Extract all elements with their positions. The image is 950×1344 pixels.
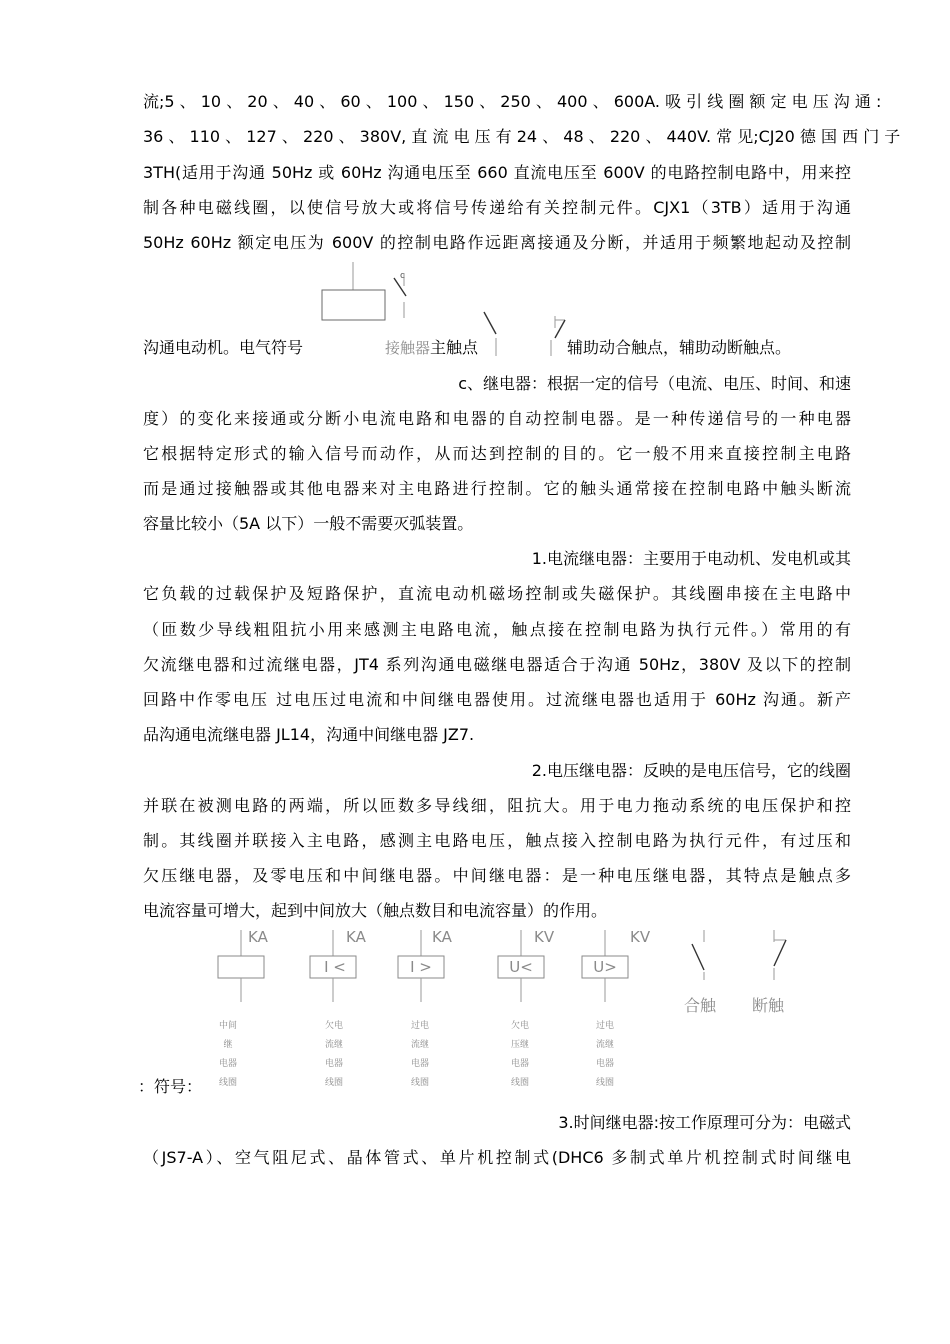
aux-make-contact-symbol <box>478 312 508 360</box>
caption: 压继 <box>510 1040 529 1050</box>
text-line: 沟通电动机。电气符号 <box>143 338 304 357</box>
caption: 电器 <box>595 1059 614 1069</box>
text-line: 1.电流继电器：主要用于电动机、发电机或其 <box>531 549 851 568</box>
text-line: 电流容量可增大，起到中间放大（触点数目和电流容量）的作用。 <box>143 901 608 920</box>
caption: 线圈 <box>595 1078 614 1088</box>
symbols-prefix: ：符号： <box>138 1077 203 1096</box>
text-line: 3.时间继电器:按工作原理可分为：电磁式 <box>558 1113 851 1132</box>
main-contact-label: 主触点 <box>430 338 479 357</box>
caption: 电器 <box>410 1059 429 1069</box>
make-contact-symbol <box>688 928 718 988</box>
caption: 欠电 <box>510 1021 529 1031</box>
contactor-label: 接触器 <box>385 339 431 357</box>
text-line: 3TH(适用于沟通 50Hz 或 60Hz 沟通电压至 660 直流电压至 600V 的电路控制电路中，用来控 <box>143 163 851 182</box>
text-line: （JS7-A）、空气阻尼式、晶体管式、单片机控制式(DHC6 多制式单片机控制式时间继电 <box>143 1148 851 1167</box>
text-line: 并联在被测电路的两端，所以匝数多导线细，阻抗大。用于电力拖动系统的电压保护和控 <box>143 796 851 815</box>
caption: 电器 <box>218 1059 237 1069</box>
relay-tag: KA <box>432 928 452 946</box>
text-line: 36 、 110 、 127 、 220 、 380V, 直 流 电 压 有 24 、 48 、 220 、 440V. 常 见;CJ20 德 国 西 门 子 <box>143 127 901 146</box>
caption: 电器 <box>510 1059 529 1069</box>
caption: 电器 <box>324 1059 343 1069</box>
caption: 线圈 <box>218 1078 237 1088</box>
caption: 线圈 <box>410 1078 429 1088</box>
svg-text:c: c <box>400 271 405 281</box>
text-line: 回路中作零电压 过电压过电流和中间继电器使用。过流继电器也适用于 60Hz 沟通。新产 <box>143 690 851 709</box>
relay-box-text: I > <box>410 958 432 976</box>
text-line: 流;5 、 10 、 20 、 40 、 60 、 100 、 150 、 250 、 400 、 600A. 吸 引 线 圈 额 定 电 压 沟 通 : <box>143 92 882 111</box>
aux-contacts-text: 辅助动合触点，辅助动断触点。 <box>567 338 792 357</box>
caption: 流继 <box>595 1040 614 1050</box>
caption: 过电 <box>410 1021 429 1031</box>
caption: 线圈 <box>324 1078 343 1088</box>
relay-box-text: I < <box>324 958 346 976</box>
caption: 流继 <box>324 1040 343 1050</box>
caption: 线圈 <box>510 1078 529 1088</box>
text-line: 制各种电磁线圈，以使信号放大或将信号传递给有关控制元件。CJX1（3TB）适用于沟通 <box>143 198 851 217</box>
caption: 欠电 <box>324 1021 343 1031</box>
text-line: 50Hz 60Hz 额定电压为 600V 的控制电路作远距离接通及分断，并适用于频繁地起动及控制 <box>143 233 851 252</box>
break-contact-symbol <box>764 928 794 988</box>
caption: 继 <box>223 1040 233 1050</box>
relay-tag: KA <box>346 928 366 946</box>
contactor-coil-symbol <box>320 262 410 322</box>
caption: 中间 <box>218 1021 237 1031</box>
text-line: c、继电器：根据一定的信号（电流、电压、时间、和速 <box>458 374 851 393</box>
caption: 过电 <box>595 1021 614 1031</box>
text-line: 度）的变化来接通或分断小电流电路和电器的自动控制电器。是一种传递信号的一种电器 <box>143 409 851 428</box>
text-line: 欠压继电器，及零电压和中间继电器。中间继电器：是一种电压继电器，其特点是触点多 <box>143 866 851 885</box>
relay-tag: KA <box>248 928 268 946</box>
text-line: 欠流继电器和过流继电器，JT4 系列沟通电磁继电器适合于沟通 50Hz，380V 及以下的控制 <box>143 655 851 674</box>
text-line: 制。其线圈并联接入主电路，感测主电路电压，触点接入控制电路为执行元件，有过压和 <box>143 831 851 850</box>
relay-box-text: U< <box>509 958 533 976</box>
text-line: 它根据特定形式的输入信号而动作，从而达到控制的目的。它一般不用来直接控制主电路 <box>143 444 851 463</box>
text-line: 容量比较小（5A 以下）一般不需要灭弧装置。 <box>143 514 474 533</box>
text-line: 它负载的过载保护及短路保护，直流电动机磁场控制或失磁保护。其线圈串接在主电路中 <box>143 584 851 603</box>
text-line: 品沟通电流继电器 JL14，沟通中间继电器 JZ7. <box>143 725 475 744</box>
text-line: 2.电压继电器：反映的是电压信号，它的线圈 <box>531 761 851 780</box>
text-line: （匝数少导线粗阻抗小用来感测主电路电流，触点接在控制电路为执行元件。）常用的有 <box>143 620 851 639</box>
relay-tag: KV <box>534 928 555 946</box>
relay-tag: KV <box>630 928 651 946</box>
relay-box-text: U> <box>593 958 617 976</box>
make-contact-label: 合触 <box>684 996 717 1015</box>
break-contact-label: 断触 <box>752 996 785 1015</box>
caption: 流继 <box>410 1040 429 1050</box>
text-line: 而是通过接触器或其他电器来对主电路进行控制。它的触头通常接在控制电路中触头断流 <box>143 479 851 498</box>
